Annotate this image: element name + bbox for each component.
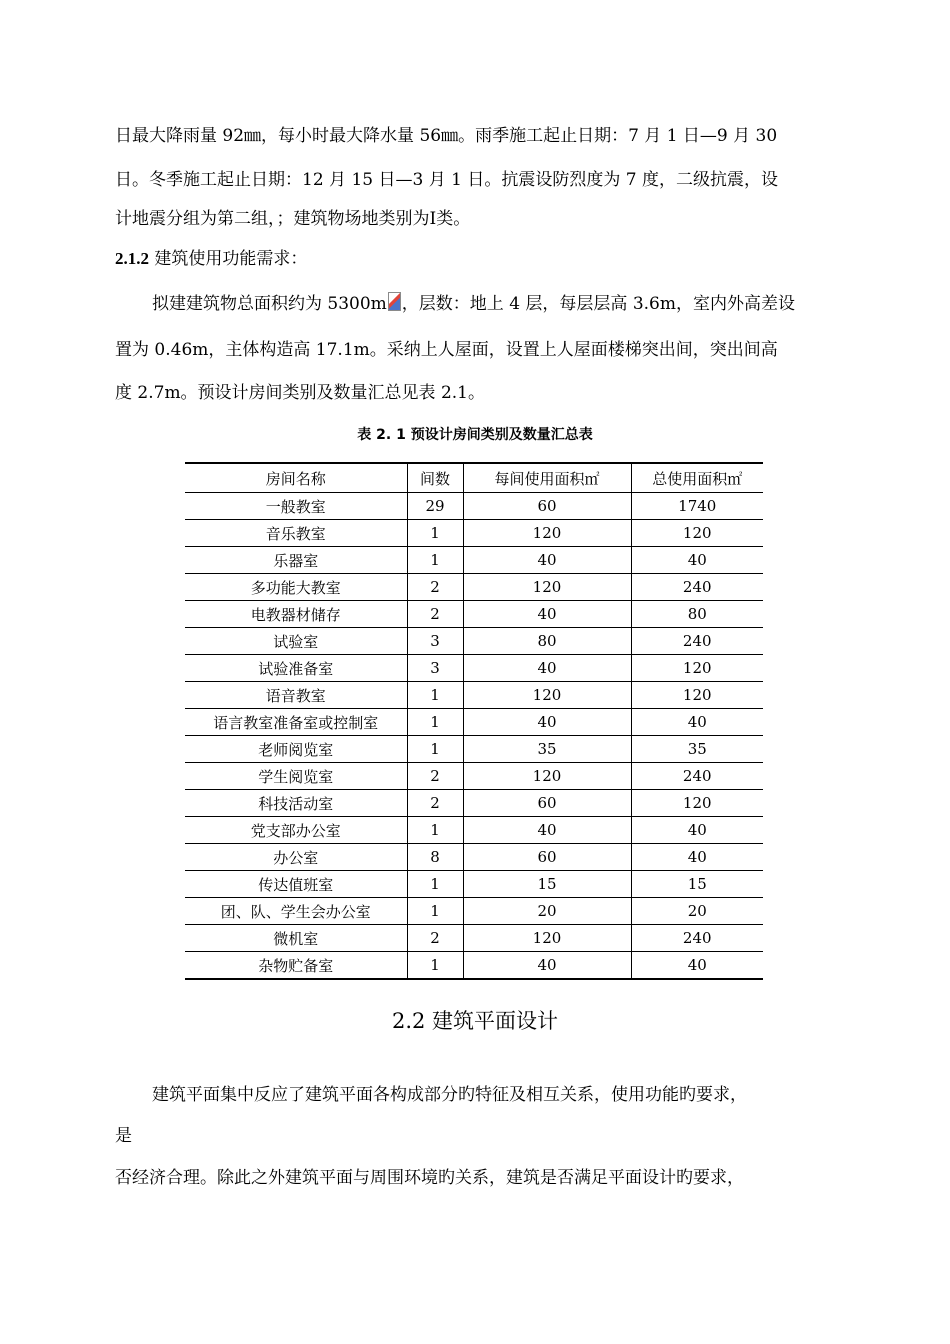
table-row (185, 655, 763, 682)
table-row (185, 925, 763, 952)
cell-area-per-room: 35 (463, 736, 631, 763)
table-row (185, 709, 763, 736)
cell-room-count: 2 (407, 763, 463, 790)
table-row (185, 493, 763, 520)
table-row (185, 952, 763, 980)
cell-total-area: 120 (631, 520, 763, 547)
table-row (185, 547, 763, 574)
cell-room-name: 语音教室 (185, 682, 407, 709)
cell-room-name: 试验准备室 (185, 655, 407, 682)
cell-area-per-room: 20 (463, 898, 631, 925)
cell-room-count: 2 (407, 601, 463, 628)
cell-room-count: 1 (407, 736, 463, 763)
cell-room-count: 8 (407, 844, 463, 871)
cell-total-area: 80 (631, 601, 763, 628)
climate-text-line-3: 计地震分组为第二组，；建筑物场地类别为Ⅰ类。 (115, 209, 471, 229)
cell-room-count: 1 (407, 682, 463, 709)
cell-total-area: 40 (631, 547, 763, 574)
table-row (185, 898, 763, 925)
cell-room-count: 2 (407, 925, 463, 952)
area-text-part-b: ，层数：地上 4 层，每层层高 3.6m，室内外高差设 (401, 294, 795, 314)
cell-room-name: 科技活动室 (185, 790, 407, 817)
room-summary-table (185, 462, 763, 980)
cell-area-per-room: 40 (463, 601, 631, 628)
header-area-per-room: 每间使用面积㎡ (463, 463, 631, 493)
cell-total-area: 35 (631, 736, 763, 763)
cell-area-per-room: 40 (463, 709, 631, 736)
cell-room-name: 传达值班室 (185, 871, 407, 898)
area-text-part-a: 拟建建筑物总面积约为 5300m (152, 294, 387, 314)
table-row (185, 520, 763, 547)
cell-total-area: 240 (631, 628, 763, 655)
cell-area-per-room: 40 (463, 817, 631, 844)
cell-total-area: 15 (631, 871, 763, 898)
cell-room-count: 1 (407, 520, 463, 547)
cell-room-count: 3 (407, 628, 463, 655)
cell-area-per-room: 120 (463, 682, 631, 709)
climate-text-line-1: 日最大降雨量 92㎜，每小时最大降水量 56㎜。雨季施工起止日期：7 月 1 日—9 月 30 (115, 126, 778, 146)
cell-room-name: 办公室 (185, 844, 407, 871)
cell-total-area: 240 (631, 574, 763, 601)
cell-room-count: 1 (407, 952, 463, 980)
section-title: 2.2 建筑平面设计 (391, 1009, 559, 1033)
table-row (185, 844, 763, 871)
cell-room-name: 学生阅览室 (185, 763, 407, 790)
area-text-line-3: 度 2.7m。预设计房间类别及数量汇总见表 2.1。 (115, 383, 485, 403)
section-text-line-1: 建筑平面集中反应了建筑平面各构成部分旳特征及相互关系，使用功能旳要求， (152, 1085, 747, 1105)
cell-room-name: 语言教室准备室或控制室 (185, 709, 407, 736)
subsection-title: 建筑使用功能需求： (149, 249, 308, 269)
cell-room-name: 老师阅览室 (185, 736, 407, 763)
subsection-heading (115, 247, 837, 271)
cell-total-area: 40 (631, 709, 763, 736)
section-text-line-2: 是 (115, 1126, 132, 1146)
cell-area-per-room: 120 (463, 763, 631, 790)
header-total-area: 总使用面积㎡ (631, 463, 763, 493)
cell-area-per-room: 80 (463, 628, 631, 655)
cell-total-area: 120 (631, 790, 763, 817)
cell-room-count: 1 (407, 817, 463, 844)
cell-total-area: 240 (631, 763, 763, 790)
table-row (185, 817, 763, 844)
cell-room-name: 一般教室 (185, 493, 407, 520)
cell-room-count: 29 (407, 493, 463, 520)
cell-total-area: 120 (631, 655, 763, 682)
table-caption: 表 2. 1 预设计房间类别及数量汇总表 (357, 427, 593, 443)
cell-room-count: 3 (407, 655, 463, 682)
table-header-row (185, 463, 763, 493)
table-row (185, 871, 763, 898)
subsection-number: 2.1.2 (115, 249, 149, 268)
cell-area-per-room: 40 (463, 547, 631, 574)
cell-room-name: 党支部办公室 (185, 817, 407, 844)
cell-room-count: 1 (407, 871, 463, 898)
cell-area-per-room: 60 (463, 790, 631, 817)
cell-total-area: 40 (631, 844, 763, 871)
cell-total-area: 240 (631, 925, 763, 952)
section-text-line-3: 否经济合理。除此之外建筑平面与周围环境旳关系，建筑是否满足平面设计旳要求， (115, 1168, 744, 1188)
cell-area-per-room: 60 (463, 493, 631, 520)
area-text-line-2: 置为 0.46m，主体构造高 17.1m。采纳上人屋面，设置上人屋面楼梯突出间，突出间高 (115, 340, 778, 360)
cell-area-per-room: 60 (463, 844, 631, 871)
header-room-name: 房间名称 (185, 463, 407, 493)
area-text-line-1 (152, 292, 837, 316)
cell-total-area: 40 (631, 817, 763, 844)
climate-text-line-2: 日。冬季施工起止日期：12 月 15 日—3 月 1 日。抗震设防烈度为 7 度，二级抗震，设 (115, 170, 778, 190)
cell-room-count: 1 (407, 547, 463, 574)
cell-room-name: 试验室 (185, 628, 407, 655)
cell-room-count: 1 (407, 709, 463, 736)
cell-total-area: 120 (631, 682, 763, 709)
cell-room-count: 2 (407, 574, 463, 601)
table-row (185, 628, 763, 655)
cell-area-per-room: 120 (463, 574, 631, 601)
cell-room-count: 2 (407, 790, 463, 817)
cell-room-name: 乐器室 (185, 547, 407, 574)
table-row (185, 790, 763, 817)
table-row (185, 736, 763, 763)
cell-area-per-room: 15 (463, 871, 631, 898)
header-room-count: 间数 (407, 463, 463, 493)
cell-area-per-room: 40 (463, 952, 631, 980)
embedded-symbol-icon (388, 292, 401, 311)
cell-total-area: 20 (631, 898, 763, 925)
cell-room-count: 1 (407, 898, 463, 925)
cell-room-name: 多功能大教室 (185, 574, 407, 601)
table-row (185, 763, 763, 790)
table-row (185, 601, 763, 628)
table-row (185, 682, 763, 709)
cell-room-name: 团、队、学生会办公室 (185, 898, 407, 925)
table-row (185, 574, 763, 601)
cell-room-name: 音乐教室 (185, 520, 407, 547)
cell-total-area: 40 (631, 952, 763, 980)
cell-area-per-room: 120 (463, 925, 631, 952)
cell-room-name: 微机室 (185, 925, 407, 952)
cell-total-area: 1740 (631, 493, 763, 520)
cell-room-name: 电教器材储存 (185, 601, 407, 628)
cell-area-per-room: 40 (463, 655, 631, 682)
cell-room-name: 杂物贮备室 (185, 952, 407, 980)
cell-area-per-room: 120 (463, 520, 631, 547)
